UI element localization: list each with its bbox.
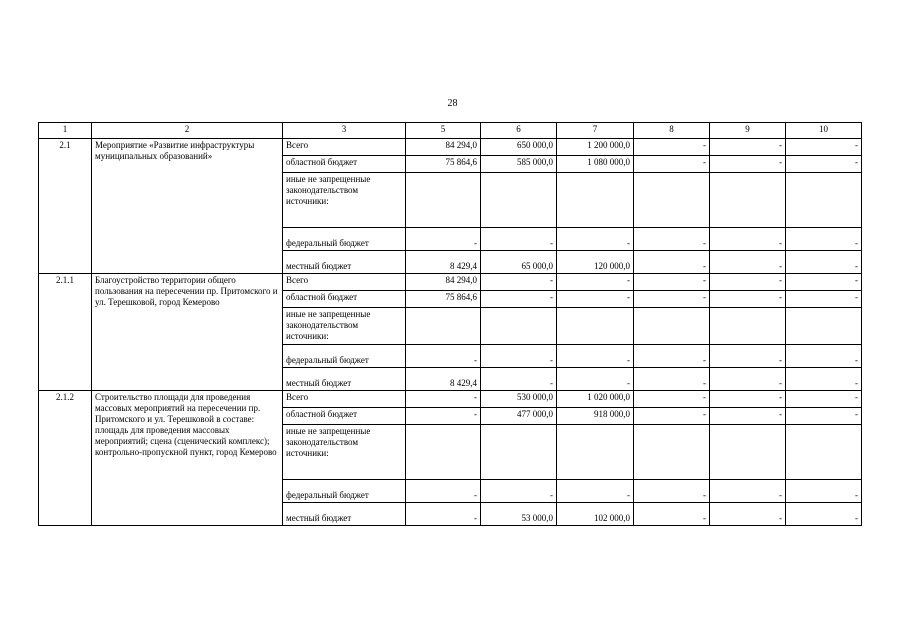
amount-cell: - bbox=[786, 228, 862, 251]
amount-cell: 84 294,0 bbox=[406, 274, 481, 291]
amount-cell: - bbox=[710, 408, 786, 425]
funding-source: федеральный бюджет bbox=[283, 228, 406, 251]
funding-source: областной бюджет bbox=[283, 291, 406, 308]
amount-cell: - bbox=[634, 345, 710, 368]
amount-cell: - bbox=[786, 480, 862, 503]
amount-cell: - bbox=[557, 291, 634, 308]
amount-cell: - bbox=[634, 480, 710, 503]
funding-source: федеральный бюджет bbox=[283, 345, 406, 368]
amount-cell: - bbox=[406, 408, 481, 425]
amount-cell: - bbox=[406, 391, 481, 408]
section-name: Благоустройство территории общего пользования на пересечении пр. Притомского и ул. Терешковой, город Кемерово bbox=[92, 274, 283, 391]
funding-source: иные не запрещенные законодательством источники: bbox=[283, 173, 406, 228]
funding-source: местный бюджет bbox=[283, 503, 406, 526]
section-code: 2.1.1 bbox=[39, 274, 92, 391]
amount-cell: - bbox=[786, 368, 862, 391]
amount-cell: - bbox=[481, 480, 557, 503]
amount-cell: - bbox=[634, 251, 710, 274]
funding-source: Всего bbox=[283, 139, 406, 156]
amount-cell: 530 000,0 bbox=[481, 391, 557, 408]
amount-cell: - bbox=[786, 291, 862, 308]
funding-source: Всего bbox=[283, 274, 406, 291]
header-cell: 6 bbox=[481, 123, 557, 139]
amount-cell: - bbox=[406, 228, 481, 251]
header-cell: 2 bbox=[92, 123, 283, 139]
amount-cell: - bbox=[710, 228, 786, 251]
amount-cell: 53 000,0 bbox=[481, 503, 557, 526]
amount-cell: - bbox=[481, 291, 557, 308]
amount-cell: - bbox=[634, 139, 710, 156]
amount-cell: - bbox=[481, 228, 557, 251]
amount-cell: 1 200 000,0 bbox=[557, 139, 634, 156]
header-cell: 7 bbox=[557, 123, 634, 139]
amount-cell bbox=[786, 173, 862, 228]
amount-cell: 75 864,6 bbox=[406, 156, 481, 173]
amount-cell: - bbox=[710, 391, 786, 408]
amount-cell: - bbox=[786, 408, 862, 425]
amount-cell: - bbox=[710, 503, 786, 526]
amount-cell: - bbox=[786, 156, 862, 173]
amount-cell: - bbox=[634, 503, 710, 526]
funding-source: областной бюджет bbox=[283, 408, 406, 425]
header-cell: 5 bbox=[406, 123, 481, 139]
header-row bbox=[39, 123, 862, 139]
amount-cell: 8 429,4 bbox=[406, 251, 481, 274]
section-code: 2.1.2 bbox=[39, 391, 92, 526]
amount-cell: - bbox=[481, 368, 557, 391]
amount-cell bbox=[481, 425, 557, 480]
amount-cell bbox=[406, 308, 481, 345]
funding-source: иные не запрещенные законодательством источники: bbox=[283, 425, 406, 480]
amount-cell: 8 429,4 bbox=[406, 368, 481, 391]
amount-cell: - bbox=[634, 368, 710, 391]
header-cell: 8 bbox=[634, 123, 710, 139]
budget-table bbox=[38, 122, 862, 526]
funding-source: федеральный бюджет bbox=[283, 480, 406, 503]
amount-cell bbox=[786, 425, 862, 480]
header-cell: 3 bbox=[283, 123, 406, 139]
funding-source: местный бюджет bbox=[283, 251, 406, 274]
amount-cell: - bbox=[557, 480, 634, 503]
table-row bbox=[39, 391, 862, 408]
amount-cell: - bbox=[634, 274, 710, 291]
amount-cell: 75 864,6 bbox=[406, 291, 481, 308]
amount-cell: 650 000,0 bbox=[481, 139, 557, 156]
amount-cell: - bbox=[786, 345, 862, 368]
amount-cell: - bbox=[786, 503, 862, 526]
amount-cell: - bbox=[406, 345, 481, 368]
section-code: 2.1 bbox=[39, 139, 92, 274]
amount-cell: - bbox=[634, 391, 710, 408]
header-cell: 9 bbox=[710, 123, 786, 139]
amount-cell: 120 000,0 bbox=[557, 251, 634, 274]
amount-cell: - bbox=[786, 274, 862, 291]
amount-cell: - bbox=[710, 368, 786, 391]
amount-cell: - bbox=[710, 274, 786, 291]
amount-cell: - bbox=[481, 345, 557, 368]
amount-cell bbox=[710, 308, 786, 345]
amount-cell: - bbox=[710, 291, 786, 308]
amount-cell: - bbox=[786, 139, 862, 156]
amount-cell: - bbox=[406, 503, 481, 526]
table-row bbox=[39, 274, 862, 291]
amount-cell bbox=[481, 173, 557, 228]
amount-cell bbox=[634, 425, 710, 480]
amount-cell: 102 000,0 bbox=[557, 503, 634, 526]
header-cell: 1 bbox=[39, 123, 92, 139]
amount-cell: - bbox=[634, 228, 710, 251]
amount-cell: - bbox=[786, 391, 862, 408]
amount-cell: - bbox=[481, 274, 557, 291]
amount-cell: 65 000,0 bbox=[481, 251, 557, 274]
amount-cell bbox=[557, 173, 634, 228]
amount-cell: - bbox=[710, 345, 786, 368]
amount-cell: 1 020 000,0 bbox=[557, 391, 634, 408]
amount-cell bbox=[710, 173, 786, 228]
funding-source: иные не запрещенные законодательством источники: bbox=[283, 308, 406, 345]
funding-source: местный бюджет bbox=[283, 368, 406, 391]
funding-source: Всего bbox=[283, 391, 406, 408]
amount-cell bbox=[406, 173, 481, 228]
amount-cell bbox=[481, 308, 557, 345]
amount-cell bbox=[634, 308, 710, 345]
section-name: Мероприятие «Развитие инфраструктуры муниципальных образований» bbox=[92, 139, 283, 274]
amount-cell: - bbox=[710, 156, 786, 173]
amount-cell: - bbox=[557, 274, 634, 291]
amount-cell: - bbox=[557, 345, 634, 368]
funding-source: областной бюджет bbox=[283, 156, 406, 173]
amount-cell bbox=[786, 308, 862, 345]
amount-cell: - bbox=[710, 251, 786, 274]
amount-cell bbox=[557, 308, 634, 345]
amount-cell: - bbox=[634, 291, 710, 308]
section-name: Строительство площади для проведения массовых мероприятий на пересечении пр. Притомского и ул. Терешковой в составе: площадь для проведения массовых мероприятий; сцена (сценический комплекс); контрольно-пропускной пункт, город Кемерово bbox=[92, 391, 283, 526]
header-cell: 10 bbox=[786, 123, 862, 139]
amount-cell: 585 000,0 bbox=[481, 156, 557, 173]
amount-cell bbox=[634, 173, 710, 228]
amount-cell: - bbox=[634, 408, 710, 425]
amount-cell: - bbox=[406, 480, 481, 503]
amount-cell: - bbox=[710, 139, 786, 156]
amount-cell bbox=[406, 425, 481, 480]
amount-cell: - bbox=[786, 251, 862, 274]
amount-cell: - bbox=[557, 368, 634, 391]
amount-cell: - bbox=[634, 156, 710, 173]
amount-cell: 84 294,0 bbox=[406, 139, 481, 156]
table-row bbox=[39, 139, 862, 156]
amount-cell bbox=[710, 425, 786, 480]
amount-cell: 1 080 000,0 bbox=[557, 156, 634, 173]
amount-cell: - bbox=[710, 480, 786, 503]
page-number: 28 bbox=[447, 98, 458, 109]
amount-cell: 918 000,0 bbox=[557, 408, 634, 425]
amount-cell: 477 000,0 bbox=[481, 408, 557, 425]
amount-cell bbox=[557, 425, 634, 480]
amount-cell: - bbox=[557, 228, 634, 251]
